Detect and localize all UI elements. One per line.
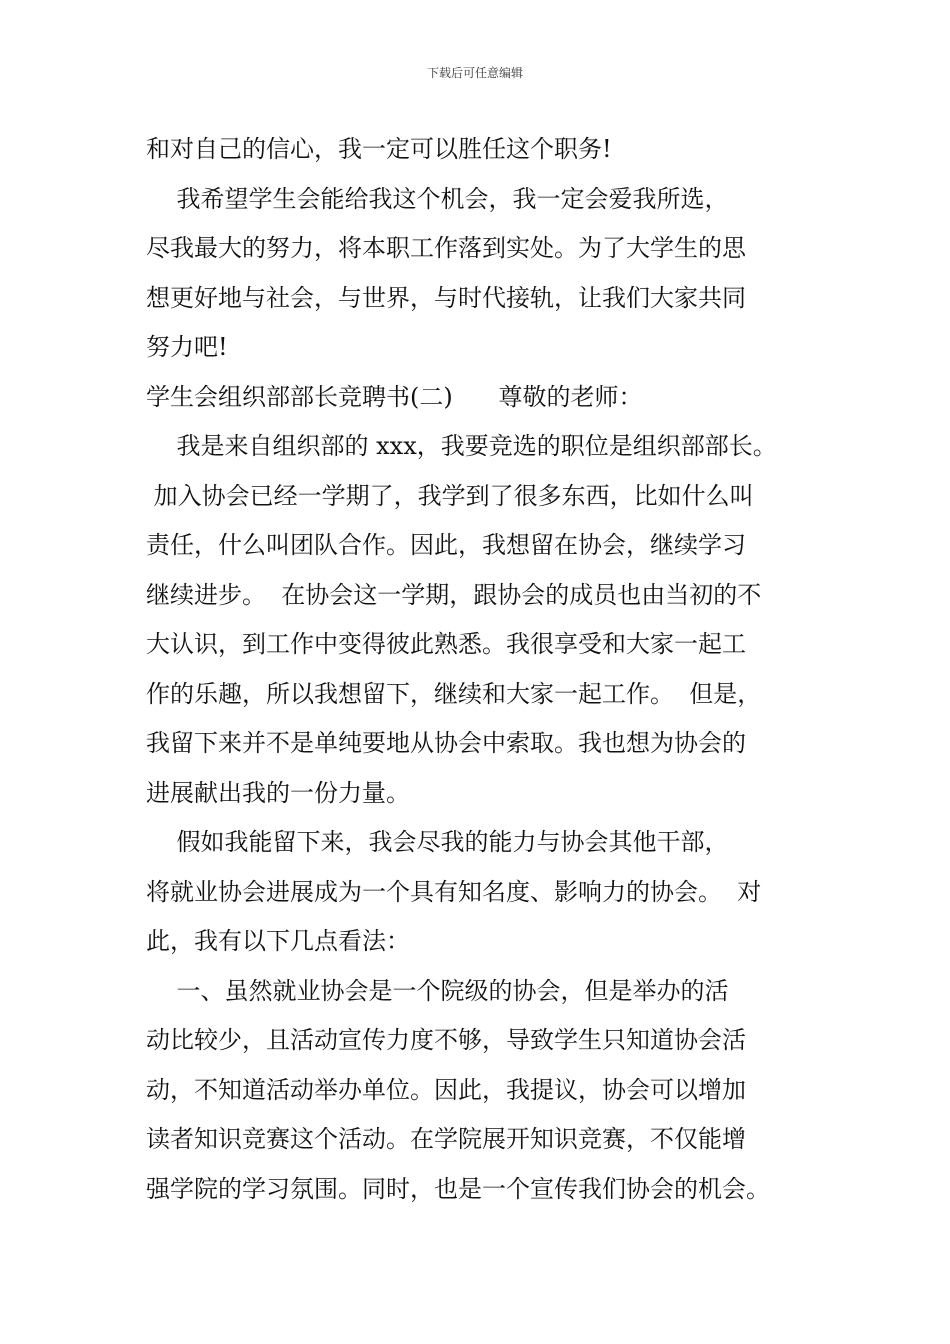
text-line: 假如我能留下来，我会尽我的能力与协会其他干部， <box>146 828 729 856</box>
text-line: 一、虽然就业协会是一个院级的协会，但是举办的活 <box>146 976 729 1005</box>
text-line: 读者知识竞赛这个活动。在学院展开知识竞赛，不仅能增 <box>146 1125 746 1153</box>
text-line: 和对自己的信心，我一定可以胜任这个职务! <box>146 135 612 163</box>
text-line: 努力吧! <box>146 333 228 361</box>
text-line: 责任，什么叫团队合作。因此，我想留在协会，继续学习 <box>146 531 746 559</box>
text-line: 动比较少，且活动宣传力度不够，导致学生只知道协会活 <box>146 1026 746 1054</box>
text-line: 我留下来并不是单纯要地从协会中索取。我也想为协会的 <box>146 729 746 757</box>
text-line: 大认识，到工作中变得彼此熟悉。我很享受和大家一起工 <box>146 630 746 658</box>
text-line: 作的乐趣，所以我想留下，继续和大家一起工作。 但是， <box>146 679 762 708</box>
text-line: 尽我最大的努力，将本职工作落到实处。为了大学生的思 <box>146 234 746 262</box>
text-line: 加入协会已经一学期了，我学到了很多东西，比如什么叫 <box>146 481 754 510</box>
document-body <box>146 125 836 1214</box>
text-line: 进展献出我的一份力量。 <box>146 778 410 807</box>
text-line: 此，我有以下几点看法： <box>146 927 410 955</box>
text-line: 我是来自组织部的 xxx，我要竞选的职位是组织部部长。 <box>146 432 777 460</box>
text-line: 继续进步。 在协会这一学期，跟协会的成员也由当初的不 <box>146 580 762 609</box>
text-line: 想更好地与社会，与世界，与时代接轨，让我们大家共同 <box>146 283 746 312</box>
text-line: 我希望学生会能给我这个机会，我一定会爱我所选， <box>146 184 729 213</box>
text-line: 将就业协会进展成为一个具有知名度、影响力的协会。 对 <box>146 877 762 906</box>
section-title-line: 学生会组织部部长竞聘书(二) 尊敬的老师： <box>146 382 643 411</box>
page-header-note: 下载后可任意编辑 <box>426 66 523 80</box>
text-line: 动，不知道活动举办单位。因此，我提议，协会可以增加 <box>146 1075 746 1104</box>
text-line: 强学院的学习氛围。同时，也是一个宣传我们协会的机会。 <box>146 1174 770 1203</box>
